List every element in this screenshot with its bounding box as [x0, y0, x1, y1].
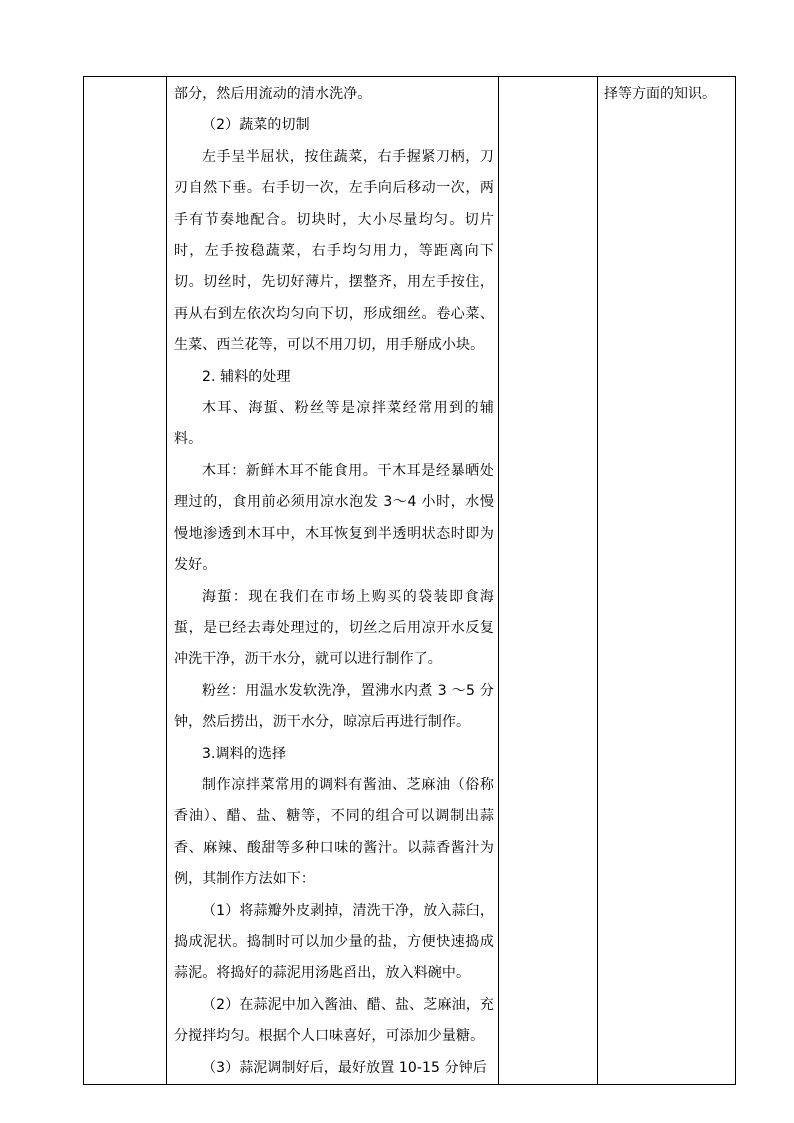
content-paragraph: （3）蒜泥调制好后，最好放置 10-15 分钟后	[202, 1059, 487, 1076]
content-paragraph: 2. 辅料的处理	[202, 368, 291, 385]
main-content-cell	[167, 77, 499, 1085]
left-blank-cell	[84, 77, 167, 1085]
content-paragraph: （1）将蒜瓣外皮剥掉，清洗干净，放入蒜臼，捣成泥状。捣制时可以加少量的盐，方便快速捣成蒜泥。将捣好的蒜泥用汤匙舀出，放入料碗中。	[174, 902, 494, 982]
content-paragraph: （2）蔬菜的切制	[202, 117, 310, 134]
content-paragraph: （2）在蒜泥中加入酱油、醋、盐、芝麻油，充分搅拌均匀。根据个人口味喜好，可添加少量糖。	[174, 996, 494, 1045]
content-paragraph: 部分，然后用流动的清水洗净。	[174, 86, 372, 102]
content-paragraph: 木耳：新鲜木耳不能食用。干木耳是经暴晒处理过的，食用前必须用凉水泡发 3～4 小时，水慢慢地渗透到木耳中，木耳恢复到半透明状态时即为发好。	[174, 462, 494, 574]
right-note-cell	[598, 77, 736, 1085]
content-paragraph: 粉丝：用温水发软洗净，置沸水内煮 3 ～5 分钟，然后捞出，沥干水分，晾凉后再进行制作。	[174, 682, 494, 731]
table-row	[84, 77, 736, 1085]
content-paragraph: 左手呈半屈状，按住蔬菜，右手握紧刀柄，刀刃自然下垂。右手切一次，左手向后移动一次，两手有节奏地配合。切块时，大小尽量均匀。切片时，左手按稳蔬菜，右手均匀用力，等距离向下切。切丝时，先切好薄片，摆整齐，用左手按住，再从右到左依次均匀向下切，形成细丝。卷心菜、生菜、西兰花等，可以不用刀切，用手掰成小块。	[174, 148, 494, 354]
content-paragraph: 木耳、海蜇、粉丝等是凉拌菜经常用到的辅料。	[174, 400, 494, 448]
middle-blank-cell	[499, 77, 598, 1085]
main-paragraphs	[174, 79, 494, 1084]
content-paragraph: 3.调料的选择	[202, 745, 287, 762]
right-note-text: 择等方面的知识。	[604, 86, 716, 102]
content-paragraph: 制作凉拌菜常用的调料有酱油、芝麻油（俗称香油）、醋、盐、糖等，不同的组合可以调制出蒜香、麻辣、酸甜等多种口味的酱汁。以蒜香酱汁为例，其制作方法如下：	[174, 776, 494, 888]
content-paragraph: 海蜇：现在我们在市场上购买的袋装即食海蜇，是已经去毒处理过的，切丝之后用凉开水反复冲洗干净，沥干水分，就可以进行制作了。	[174, 588, 494, 668]
lesson-plan-table	[83, 76, 736, 1085]
